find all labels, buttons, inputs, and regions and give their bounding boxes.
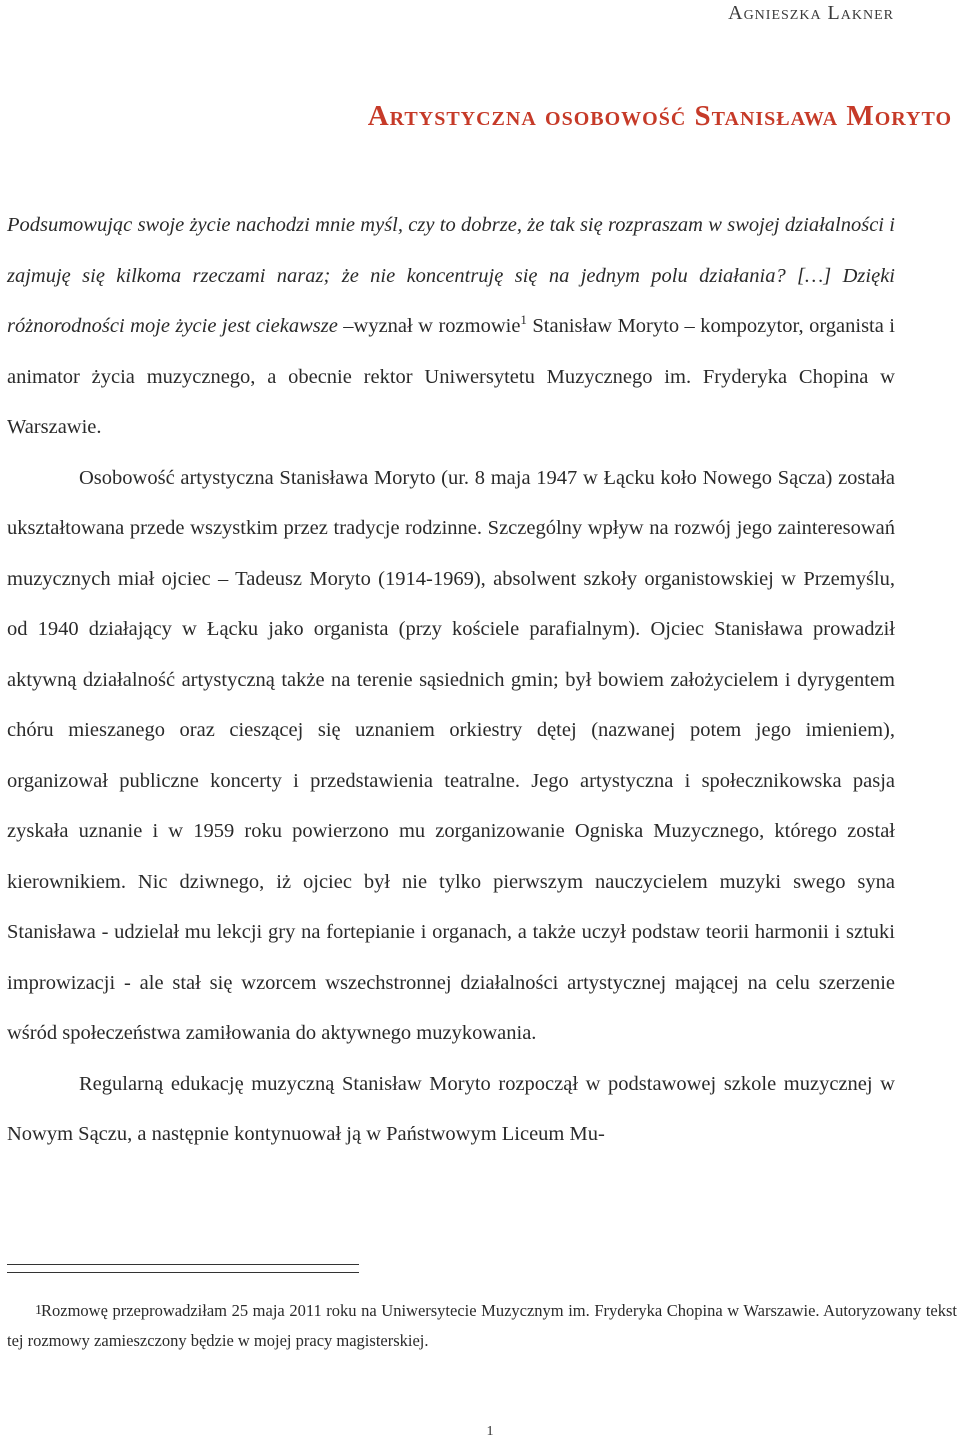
running-header-author: Agnieszka Lakner: [728, 2, 894, 24]
paragraph-3: Regularną edukację muzyczną Stanisław Moryto rozpoczął w podstawowej szkole muzycznej w Nowym Sączu, a następnie kontynuował ją w Państwowym Liceum Mu-: [7, 1072, 895, 1145]
paragraph-1-text-a: –wyznał w rozmowie: [337, 315, 521, 337]
paragraph-1: [7, 200, 895, 453]
page-number: 1: [486, 1424, 494, 1439]
footnote-reference[interactable]: 1: [520, 312, 527, 328]
opening-quote: Podsumowując swoje życie nachodzi mnie myśl, czy to dobrze, że tak się rozpraszam w swojej działalności i zajmuję się kilkoma rzeczami naraz; że nie koncentruję się na jednym polu działania? […] Dzięki różnorodności moje życie jest ciekawsze: [7, 214, 895, 337]
footnote-divider: [7, 1264, 359, 1273]
article-title: Artystyczna osobowość Stanisława Moryto: [367, 100, 952, 132]
article-body: [7, 200, 895, 1160]
footnote-text: Rozmowę przeprowadziłam 25 maja 2011 roku na Uniwersytecie Muzycznym im. Fryderyka Chopina w Warszawie. Autoryzowany tekst tej rozmowy zamieszczony będzie w mojej pracy magisterskiej.: [7, 1301, 957, 1350]
paragraph-1-text-b: Stanisław Moryto – kompozytor, organista i animator życia muzycznego, a obecnie rektor Uniwersytetu Muzycznego im. Fryderyka Chopina w Warszawie.: [7, 315, 895, 438]
footnote-mark: 1: [35, 1303, 42, 1318]
paragraph-2: Osobowość artystyczna Stanisława Moryto (ur. 8 maja 1947 w Łącku koło Nowego Sącza) została ukształtowana przede wszystkim przez tradycje rodzinne. Szczególny wpływ na rozwój jego zainteresowań muzycznych miał ojciec – Tadeusz Moryto (1914-1969), absolwent szkoły organistowskiej w Przemyślu, od 1940 działający w Łącku jako organista (przy kościele parafialnym). Ojciec Stanisława prowadził aktywną działalność artystyczną także na terenie sąsiednich gmin; był bowiem założycielem i dyrygentem chóru mieszanego oraz cieszącej się uznaniem orkiestry dętej (nazwanej potem jego imieniem), organizował publiczne koncerty i przedstawienia teatralne. Jego artystyczna i społecznikowska pasja zyskała uznanie i w 1959 roku powierzono mu zorganizowanie Ogniska Muzycznego, którego został kierownikiem. Nic dziwnego, iż ojciec był nie tylko pierwszym nauczycielem muzyki swego syna Stanisława - udzielał mu lekcji gry na fortepianie i organach, a także uczył podstaw teorii harmonii i sztuki improwizacji - ale stał się wzorcem wszechstronnej działalności artystycznej mającej na celu szerzenie wśród społeczeństwa zamiłowania do aktywnego muzykowania.: [7, 466, 895, 1044]
footnote-1: [7, 1296, 957, 1356]
